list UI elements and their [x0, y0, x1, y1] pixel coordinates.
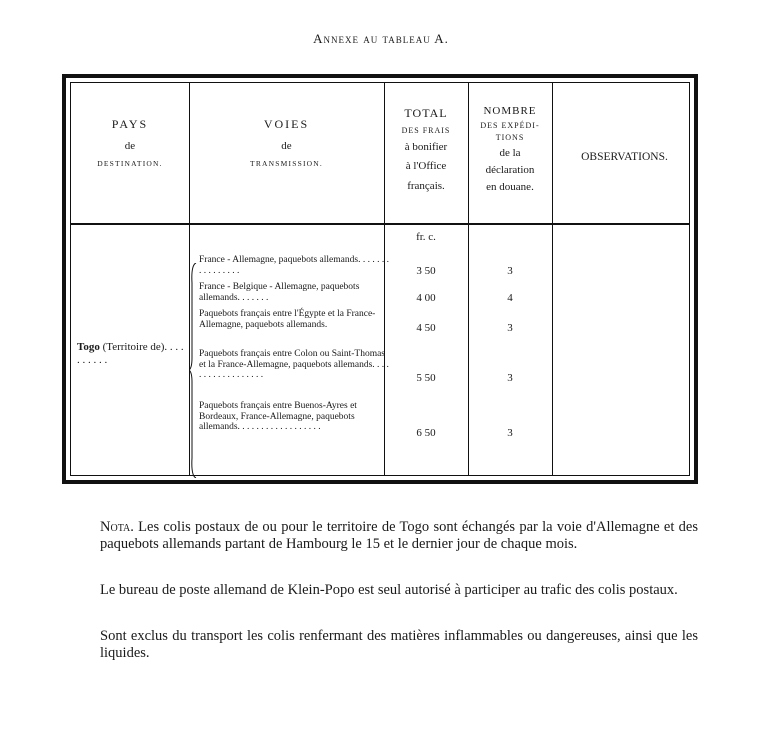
header-divider	[71, 223, 689, 225]
route-row	[199, 401, 391, 433]
header-text: TOTAL	[404, 106, 448, 120]
nota-paragraph-2	[80, 582, 698, 599]
header-text: DES EXPÉDI-	[480, 121, 540, 131]
route-row	[199, 282, 391, 303]
col-divider	[552, 83, 553, 475]
total-value: 5 50	[416, 372, 436, 384]
left-brace-icon	[189, 263, 197, 478]
route-text: Paquebots français entre Colon ou Saint-Thomas et la France-Allemagne, paquebots allemands. . . . . . . . . . . . . . . . . .	[199, 349, 389, 380]
route-row	[199, 349, 391, 381]
annex-title: Annexe au tableau A.	[313, 31, 449, 46]
route-row	[199, 255, 391, 276]
header-text: à bonifier	[404, 141, 448, 153]
nombre-value: 4	[507, 292, 513, 304]
total-value: 6 50	[416, 427, 436, 439]
header-text: PAYS	[111, 117, 149, 131]
header-text: NOMBRE	[483, 105, 537, 117]
nombre-value: 3	[507, 265, 513, 277]
units-label: fr. c.	[416, 231, 436, 243]
nombre-value: 3	[507, 322, 513, 334]
tariff-table	[62, 74, 698, 484]
total-value: 4 50	[416, 322, 436, 334]
country-cell	[77, 341, 189, 367]
total-value: 3 50	[416, 265, 436, 277]
header-text: de la	[499, 146, 521, 159]
header-total	[384, 103, 468, 196]
route-row	[199, 309, 391, 330]
route-text: France - Belgique - Allemagne, paquebots allemands. . . . . . .	[199, 282, 360, 303]
header-text: en douane.	[486, 180, 534, 193]
table-inner	[70, 82, 690, 476]
country-name: Togo	[77, 341, 100, 353]
nombre-value: 3	[507, 372, 513, 384]
nombre-value: 3	[507, 427, 513, 439]
header-text: DES FRAIS	[401, 126, 451, 135]
route-text: France - Allemagne, paquebots allemands. . . . . . . . . . . . . . . .	[199, 255, 389, 276]
header-text: déclaration	[485, 163, 535, 176]
header-text: DESTINATION.	[97, 158, 163, 168]
header-text: de	[124, 139, 136, 152]
nota-text: Les colis postaux de ou pour le territoire de Togo sont échangés par la voie d'Allemagne et des paquebots allemands partant de Hambourg le 15 et le dernier jour de chaque mois.	[100, 519, 698, 552]
header-text: TIONS	[495, 133, 525, 143]
total-value: 4 00	[416, 292, 436, 304]
nota-paragraph-1	[80, 519, 698, 553]
header-text: à l'Office	[405, 160, 447, 173]
nota-paragraph-3	[80, 628, 698, 662]
route-text: Paquebots français entre l'Égypte et la France-Allemagne, paquebots allemands.	[199, 309, 376, 330]
header-observations: OBSERVATIONS.	[581, 151, 668, 163]
route-text: Paquebots français entre Buenos-Ayres et Bordeaux, France-Allemagne, paquebots allemands. . . . . . . . . . . . . . . . . .	[199, 401, 357, 432]
nota-label: Nota.	[100, 519, 134, 535]
header-text: français.	[407, 179, 445, 192]
header-text: VOIES	[263, 117, 310, 131]
country-rest: (Territoire de). . . . . . . . . .	[77, 341, 184, 366]
header-voies	[189, 113, 384, 171]
header-text: de	[281, 139, 292, 152]
header-pays	[71, 113, 189, 171]
nota-text: Le bureau de poste allemand de Klein-Popo est seul autorisé à participer au trafic des colis postaux.	[100, 582, 678, 598]
header-nombre	[468, 103, 552, 196]
nota-text: Sont exclus du transport les colis renfermant des matières inflammables ou dangereuses, ainsi que les liquides.	[100, 628, 698, 661]
header-text: TRANSMISSION.	[250, 158, 323, 168]
